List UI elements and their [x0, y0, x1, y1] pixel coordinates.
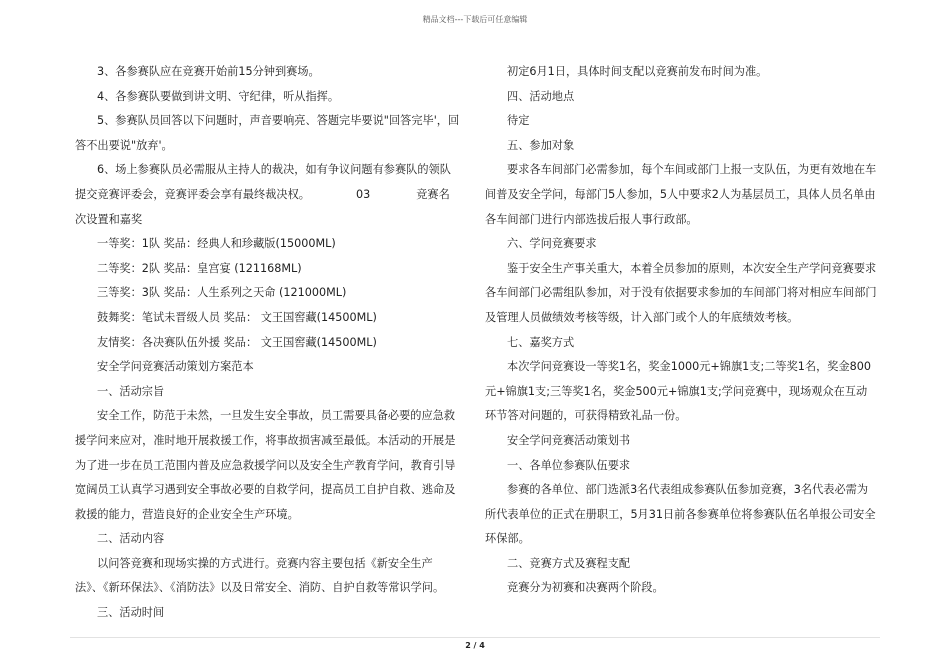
paragraph: 要求各车间部门必需参加，每个车间或部门上报一支队伍，为更有效地在车间普及安全学问，每部门5人参加，5人中要求2人为基层员工，具体人员名单由各车间部门进行内部选拔后报人事行政部。 — [485, 163, 877, 226]
paragraph: 安全学问竞赛活动策划方案范本 — [97, 360, 254, 374]
paragraph: 五、参加对象 — [507, 138, 575, 152]
paragraph: 二等奖：2队 奖品：皇宫宴 (121168ML) — [97, 261, 302, 275]
page-number: 2 / 4 — [465, 641, 485, 650]
paragraph: 一、各单位参赛队伍要求 — [507, 458, 631, 472]
page-header: 精品文档---下载后可任意编辑 — [422, 15, 528, 24]
paragraph: 鼓舞奖：笔试未晋级人员 奖品： 文王国窖藏(14500ML) — [97, 310, 377, 324]
paragraph-text: 6、场上参赛队员必需服从主持人的裁决，如有争议问题有参赛队的领队提交竞赛评委会，竞赛评委会享有最终裁决权。 — [75, 163, 451, 201]
section-number: 03 — [355, 187, 371, 201]
paragraph: 3、各参赛队应在竞赛开始前15分钟到赛场。 — [97, 65, 320, 78]
paragraph — [75, 158, 460, 232]
paragraph: 一等奖：1队 奖品：经典人和珍藏版(15000ML) — [97, 237, 336, 251]
paragraph: 友情奖：各决赛队伍外援 奖品： 文王国窖藏(14500ML) — [97, 335, 377, 349]
paragraph: 七、嘉奖方式 — [507, 335, 575, 349]
right-column — [485, 60, 877, 601]
left-column — [75, 60, 460, 626]
paragraph: 参赛的各单位、部门选派3名代表组成参赛队伍参加竞赛，3名代表必需为所代表单位的正式在册职工，5月31日前各参赛单位将参赛队伍名单报公司安全环保部。 — [485, 483, 876, 546]
paragraph: 以问答竞赛和现场实操的方式进行。竞赛内容主要包括《新安全生产法》、《新环保法》、《消防法》以及日常安全、消防、自护自救等常识学问。 — [75, 556, 445, 595]
paragraph: 三、活动时间 — [97, 606, 165, 620]
paragraph: 二、竞赛方式及赛程支配 — [507, 556, 631, 570]
paragraph: 鉴于安全生产事关重大，本着全员参加的原则，本次安全生产学问竞赛要求各车间部门必需组队参加，对于没有依据要求参加的车间部门将对相应车间部门及管理人员做绩效考核等级，计入部门或个人的年底绩效考核。 — [485, 261, 877, 324]
paragraph: 初定6月1日，具体时间支配以竞赛前发布时间为准。 — [507, 65, 768, 78]
paragraph: 二、活动内容 — [97, 532, 165, 546]
paragraph: 六、学问竞赛要求 — [507, 237, 597, 251]
paragraph: 四、活动地点 — [507, 89, 575, 103]
footer-divider — [70, 637, 880, 638]
paragraph: 三等奖：3队 奖品：人生系列之天命 (121000ML) — [97, 286, 347, 300]
paragraph: 安全工作，防范于未然，一旦发生安全事故，员工需要具备必要的应急救援学问来应对，准时地开展救援工作，将事故损害减至最低。本活动的开展是为了进一步在员工范围内普及应急救援学问以及安全生产教育学问，教育引导宽阔员工认真学习遇到安全事故必要的自救学问，提高员工自护自救、逃命及救援的能力，营造良好的企业安全生产环境。 — [75, 409, 456, 521]
paragraph: 4、各参赛队要做到讲文明、守纪律，听从指挥。 — [97, 89, 340, 103]
paragraph: 竞赛分为初赛和决赛两个阶段。 — [507, 581, 664, 595]
section-heading: 竞赛名次设置和嘉奖 — [75, 187, 450, 226]
paragraph: 5、参赛队员回答以下问题时，声音要响亮、答题完毕要说"回答完毕'，回答不出要说"放弃'。 — [75, 114, 460, 152]
paragraph: 待定 — [507, 114, 530, 128]
paragraph: 一、活动宗旨 — [97, 384, 165, 398]
paragraph: 本次学问竞赛设一等奖1名，奖金1000元+锦旗1支;二等奖1名，奖金800元+锦旗1支;三等奖1名，奖金500元+锦旗1支;学问竞赛中，现场观众在互动环节答对问题的，可获得精致礼品一份。 — [485, 360, 872, 423]
paragraph: 安全学问竞赛活动策划书 — [507, 433, 631, 447]
